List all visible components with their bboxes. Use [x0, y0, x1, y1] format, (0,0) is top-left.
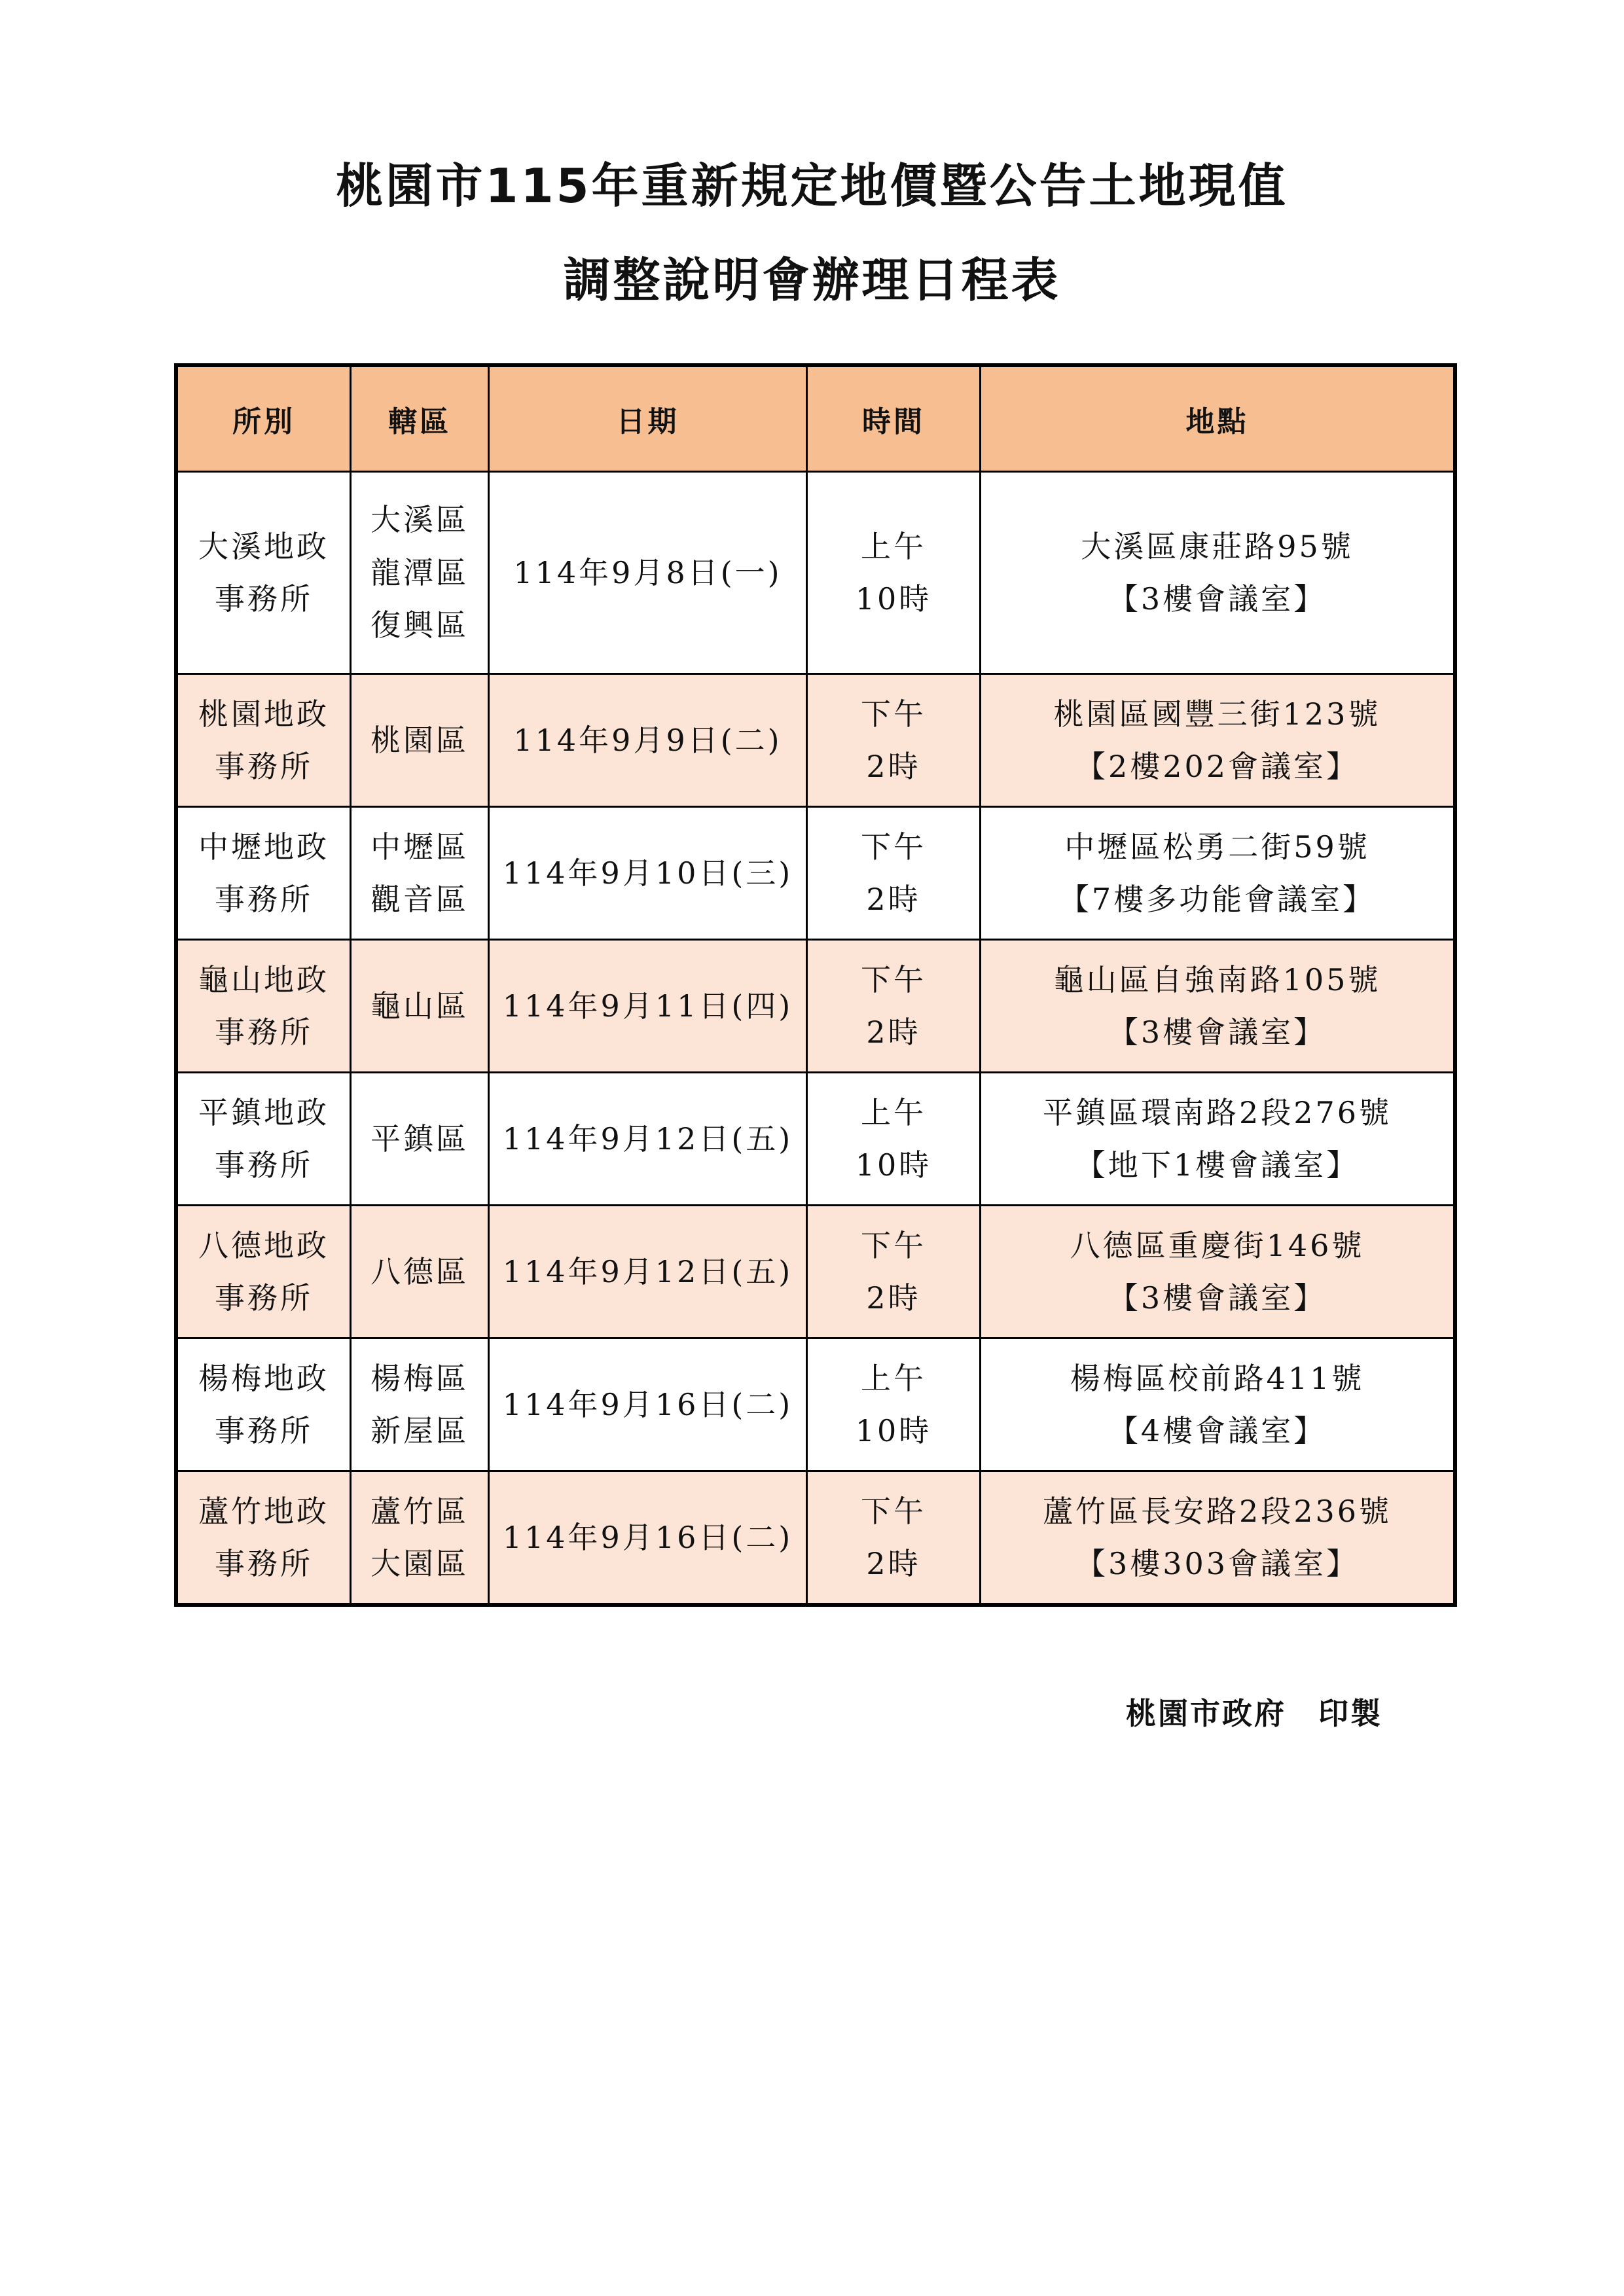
place-cell: [981, 940, 1456, 1073]
date-cell: 114年9月16日(二): [489, 1471, 807, 1605]
table-row: [176, 1073, 1455, 1206]
office-cell: [176, 1338, 351, 1471]
district-name: 桃園區: [370, 722, 469, 758]
place-address: 平鎮區環南路2段276號: [1042, 1094, 1392, 1130]
office-cell: [176, 1073, 351, 1206]
time-cell: [807, 1471, 981, 1605]
place-address: 大溪區康莊路95號: [1081, 528, 1354, 564]
time-cell: [807, 1206, 981, 1338]
office-cell: [176, 1206, 351, 1338]
date-cell: 114年9月12日(五): [489, 1073, 807, 1206]
time-cell: [807, 674, 981, 807]
place-cell: [981, 472, 1456, 674]
place-cell: [981, 1073, 1456, 1206]
time-period: 下午: [861, 1227, 926, 1263]
place-cell: [981, 1471, 1456, 1605]
date-cell: 114年9月9日(二): [489, 674, 807, 807]
table-header-row: [176, 365, 1455, 472]
header-time: 時間: [807, 365, 981, 472]
office-line: 事務所: [215, 1280, 313, 1316]
district-cell: [351, 674, 489, 807]
document-title-line-2: 調整說明會辦理日程表: [563, 253, 1061, 308]
office-cell: [176, 940, 351, 1073]
table-row: [176, 1206, 1455, 1338]
time-hour: 2時: [866, 749, 921, 784]
office-line: 平鎮地政: [198, 1094, 329, 1130]
header-date: 日期: [489, 365, 807, 472]
place-address: 中壢區松勇二街59號: [1064, 829, 1370, 865]
time-cell: [807, 807, 981, 940]
time-period: 下午: [861, 829, 926, 865]
district-name: 大溪區: [370, 502, 469, 538]
document-title-line-1: 桃園市115年重新規定地價暨公告土地現值: [336, 158, 1288, 213]
place-address: 八德區重慶街146號: [1070, 1227, 1365, 1263]
place-cell: [981, 807, 1456, 940]
district-cell: [351, 1471, 489, 1605]
date-cell: 114年9月12日(五): [489, 1206, 807, 1338]
district-cell: [351, 940, 489, 1073]
district-name: 新屋區: [370, 1413, 469, 1448]
place-address: 桃園區國豐三街123號: [1053, 696, 1381, 732]
time-cell: [807, 472, 981, 674]
office-cell: [176, 1471, 351, 1605]
district-name: 平鎮區: [370, 1121, 469, 1157]
table-row: [176, 472, 1455, 674]
table-row: [176, 1338, 1455, 1471]
office-line: 事務所: [215, 1413, 313, 1448]
place-room: 【3樓會議室】: [1108, 1014, 1327, 1050]
place-room: 【4樓會議室】: [1108, 1413, 1327, 1448]
time-hour: 10時: [855, 1147, 932, 1183]
date-cell: 114年9月10日(三): [489, 807, 807, 940]
date-cell: 114年9月16日(二): [489, 1338, 807, 1471]
office-line: 大溪地政: [198, 528, 329, 564]
time-hour: 2時: [866, 882, 921, 917]
place-address: 楊梅區校前路411號: [1070, 1360, 1365, 1396]
district-name: 蘆竹區: [370, 1493, 469, 1529]
time-hour: 2時: [866, 1014, 921, 1050]
office-cell: [176, 674, 351, 807]
place-room: 【3樓會議室】: [1108, 1280, 1327, 1316]
office-line: 桃園地政: [198, 696, 329, 732]
place-address: 蘆竹區長安路2段236號: [1042, 1493, 1392, 1529]
place-cell: [981, 674, 1456, 807]
place-room: 【2樓202會議室】: [1075, 749, 1360, 784]
time-cell: [807, 1338, 981, 1471]
table-row: [176, 807, 1455, 940]
district-name: 龍潭區: [370, 554, 469, 590]
place-address: 龜山區自強南路105號: [1053, 961, 1381, 997]
office-line: 龜山地政: [198, 961, 329, 997]
header-office: 所別: [176, 365, 351, 472]
district-cell: [351, 1073, 489, 1206]
place-cell: [981, 1338, 1456, 1471]
office-line: 楊梅地政: [198, 1360, 329, 1396]
office-line: 事務所: [215, 749, 313, 784]
table-row: [176, 674, 1455, 807]
office-line: 事務所: [215, 1147, 313, 1183]
district-name: 觀音區: [370, 882, 469, 917]
office-cell: [176, 807, 351, 940]
place-room: 【3樓303會議室】: [1075, 1546, 1360, 1581]
office-line: 事務所: [215, 1546, 313, 1581]
district-cell: [351, 807, 489, 940]
place-cell: [981, 1206, 1456, 1338]
office-line: 事務所: [215, 882, 313, 917]
schedule-table: [174, 363, 1457, 1607]
office-line: 事務所: [215, 581, 313, 617]
header-district: 轄區: [351, 365, 489, 472]
publisher-footer: 桃園市政府 印製: [1126, 1696, 1382, 1731]
place-room: 【7樓多功能會議室】: [1058, 882, 1376, 917]
district-name: 龜山區: [370, 988, 469, 1024]
district-name: 中壢區: [370, 829, 469, 865]
place-room: 【3樓會議室】: [1108, 581, 1327, 617]
district-cell: [351, 1338, 489, 1471]
district-cell: [351, 472, 489, 674]
table-row: [176, 940, 1455, 1073]
district-name: 八德區: [370, 1253, 469, 1289]
time-hour: 10時: [855, 581, 932, 617]
office-line: 事務所: [215, 1014, 313, 1050]
place-room: 【地下1樓會議室】: [1075, 1147, 1360, 1183]
time-hour: 2時: [866, 1280, 921, 1316]
table-row: [176, 1471, 1455, 1605]
time-hour: 10時: [855, 1413, 932, 1448]
district-name: 大園區: [370, 1546, 469, 1581]
district-cell: [351, 1206, 489, 1338]
time-period: 上午: [861, 1094, 926, 1130]
time-period: 下午: [861, 961, 926, 997]
time-period: 下午: [861, 696, 926, 732]
time-period: 上午: [861, 528, 926, 564]
district-name: 楊梅區: [370, 1360, 469, 1396]
time-period: 下午: [861, 1493, 926, 1529]
date-cell: 114年9月8日(一): [489, 472, 807, 674]
header-place: 地點: [981, 365, 1456, 472]
time-period: 上午: [861, 1360, 926, 1396]
office-cell: [176, 472, 351, 674]
time-cell: [807, 940, 981, 1073]
time-cell: [807, 1073, 981, 1206]
district-name: 復興區: [370, 607, 469, 643]
office-line: 蘆竹地政: [198, 1493, 329, 1529]
date-cell: 114年9月11日(四): [489, 940, 807, 1073]
office-line: 八德地政: [198, 1227, 329, 1263]
time-hour: 2時: [866, 1546, 921, 1581]
office-line: 中壢地政: [198, 829, 329, 865]
